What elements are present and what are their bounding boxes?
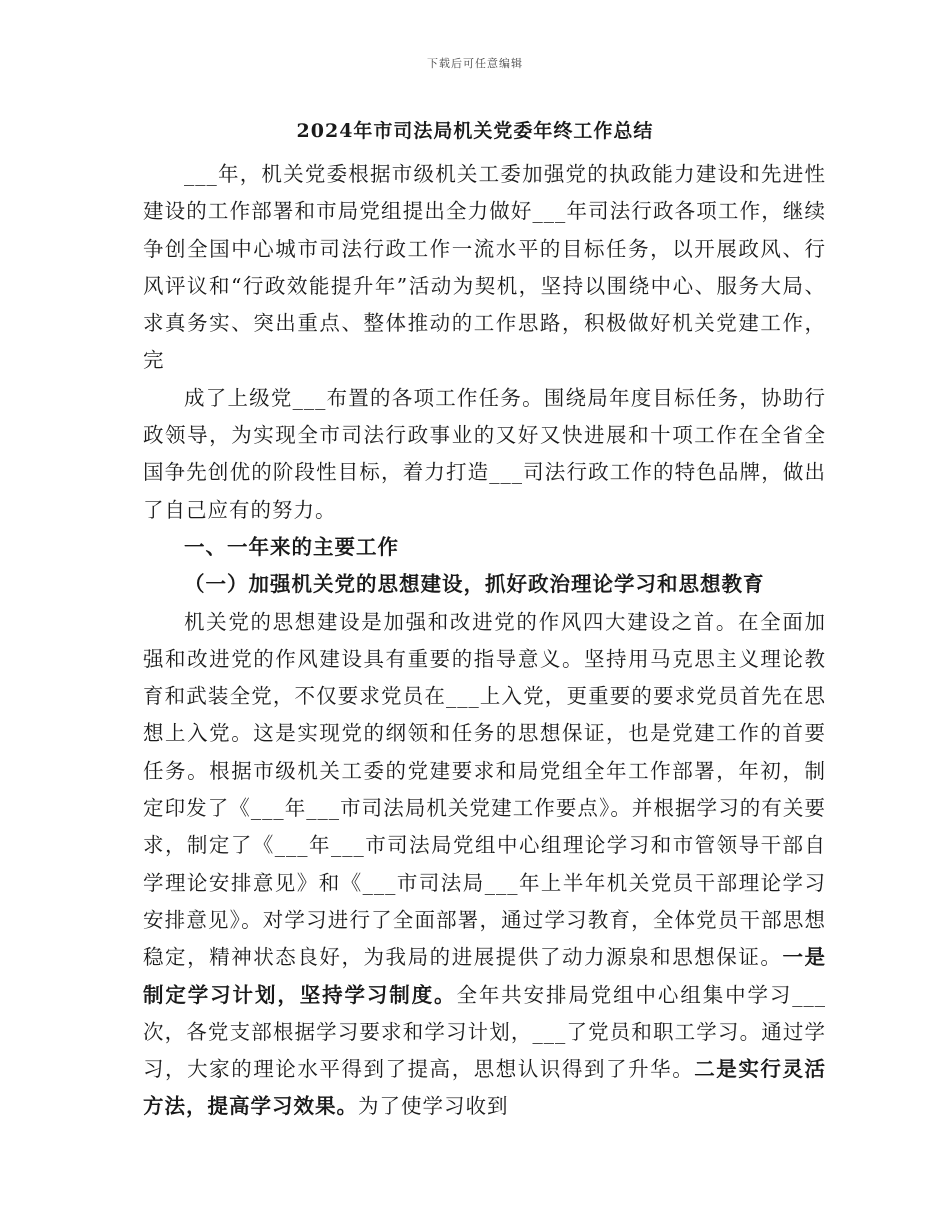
ideology-text-1: 机关党的思想建设是加强和改进党的作风四大建设之首。在全面加强和改进党的作风建设具有重要的指导意义。坚持用马克思主义理论教育和武装全党，不仅要求党员在___上入党，更重要的要求党员首先在思想上入党。这是实现党的纲领和任务的思想保证，也是党建工作的首要任务。根据市级机关工委的党建要求和局党组全年工作部署，年初，制定印发了《___年___市司法局机关党建工作要点》。并根据学习的有关要求，制定了《___年___市司法局党组中心组理论学习和市管领导干部自学理论安排意见》和《___市司法局___年上半年机关党员干部理论学习安排意见》。对学习进行了全面部署，通过学习教育，全体党员干部思想稳定，精神状态良好，为我局的进展提供了动力源泉和思想保证。	[143, 609, 826, 970]
paragraph-ideology	[143, 604, 826, 1126]
document-title: 2024年市司法局机关党委年终工作总结	[296, 120, 654, 142]
subsection-heading: （一）加强机关党的思想建设，抓好政治理论学习和思想教育	[184, 572, 765, 597]
ideology-point-2: 二是实行灵活方法，提高学习效果。	[143, 1057, 826, 1119]
document-body	[143, 156, 826, 1126]
ideology-text-2: 全年共安排局党组中心组集中学习___次，各党支部根据学习要求和学习计划，___了党员和职工学习。通过学习，大家的理论水平得到了提高，思想认识得到了升华。	[143, 982, 827, 1082]
section-heading: 一、一年来的主要工作	[184, 534, 399, 559]
header-note: 下载后可任意编辑	[427, 57, 523, 70]
paragraph-continuation: 成了上级党___布置的各项工作任务。围绕局年度目标任务，协助行政领导，为实现全市司法行政事业的又好又快进展和十项工作在全省全国争先创优的阶段性目标，着力打造___司法行政工作的特色品牌，做出了自己应有的努力。	[143, 385, 826, 522]
ideology-text-3: 为了使学习收到	[358, 1094, 509, 1119]
paragraph-intro: ___年，机关党委根据市级机关工委加强党的执政能力建设和先进性建设的工作部署和市局党组提出全力做好___年司法行政各项工作，继续争创全国中心城市司法行政工作一流水平的目标任务，以开展政风、行风评议和“行政效能提升年”活动为契机，坚持以围绕中心、服务大局、求真务实、突出重点、整体推动的工作思路，积极做好机关党建工作，完	[143, 162, 826, 373]
ideology-point-1: 一是制定学习计划，坚持学习制度。	[143, 945, 827, 1007]
